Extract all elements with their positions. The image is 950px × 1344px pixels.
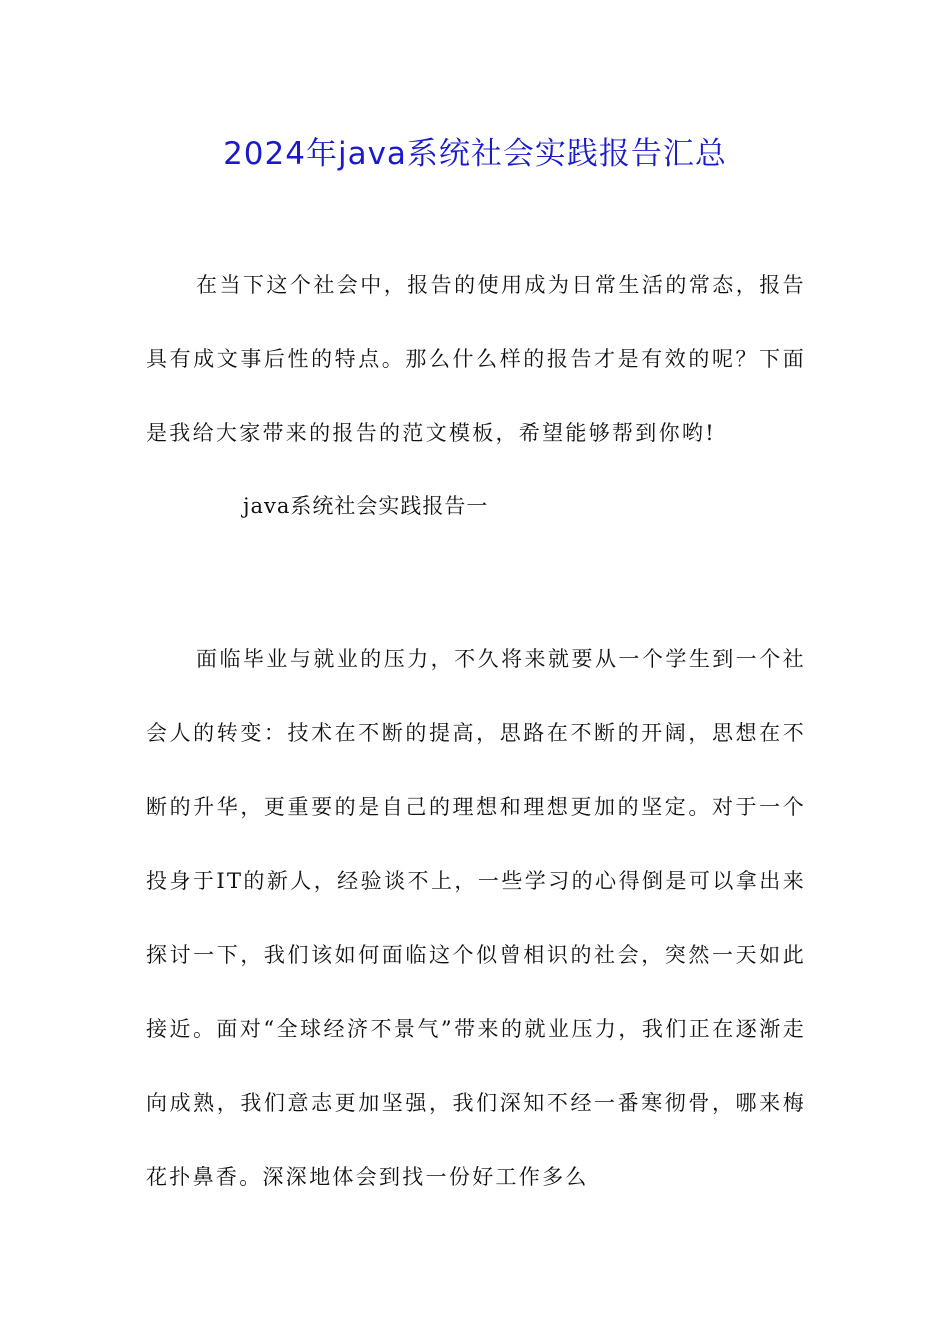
intro-paragraph: 在当下这个社会中，报告的使用成为日常生活的常态，报告具有成文事后性的特点。那么什么样的报告才是有效的呢？下面是我给大家带来的报告的范文模板，希望能够帮到你哟! — [146, 273, 806, 445]
section-heading: java系统社会实践报告一 — [243, 494, 489, 518]
document-title: 2024年java系统社会实践报告汇总 — [223, 136, 727, 172]
body-paragraph: 面临毕业与就业的压力，不久将来就要从一个学生到一个社会人的转变：技术在不断的提高，思路在不断的开阔，思想在不断的升华，更重要的是自己的理想和理想更加的坚定。对于一个投身于IT的新人，经验谈不上，一些学习的心得倒是可以拿出来探讨一下，我们该如何面临这个似曾相识的社会，突然一天如此接近。面对“全球经济不景气”带来的就业压力，我们正在逐渐走向成熟，我们意志更加坚强，我们深知不经一番寒彻骨，哪来梅花扑鼻香。深深地体会到找一份好工作多么 — [146, 647, 806, 1189]
